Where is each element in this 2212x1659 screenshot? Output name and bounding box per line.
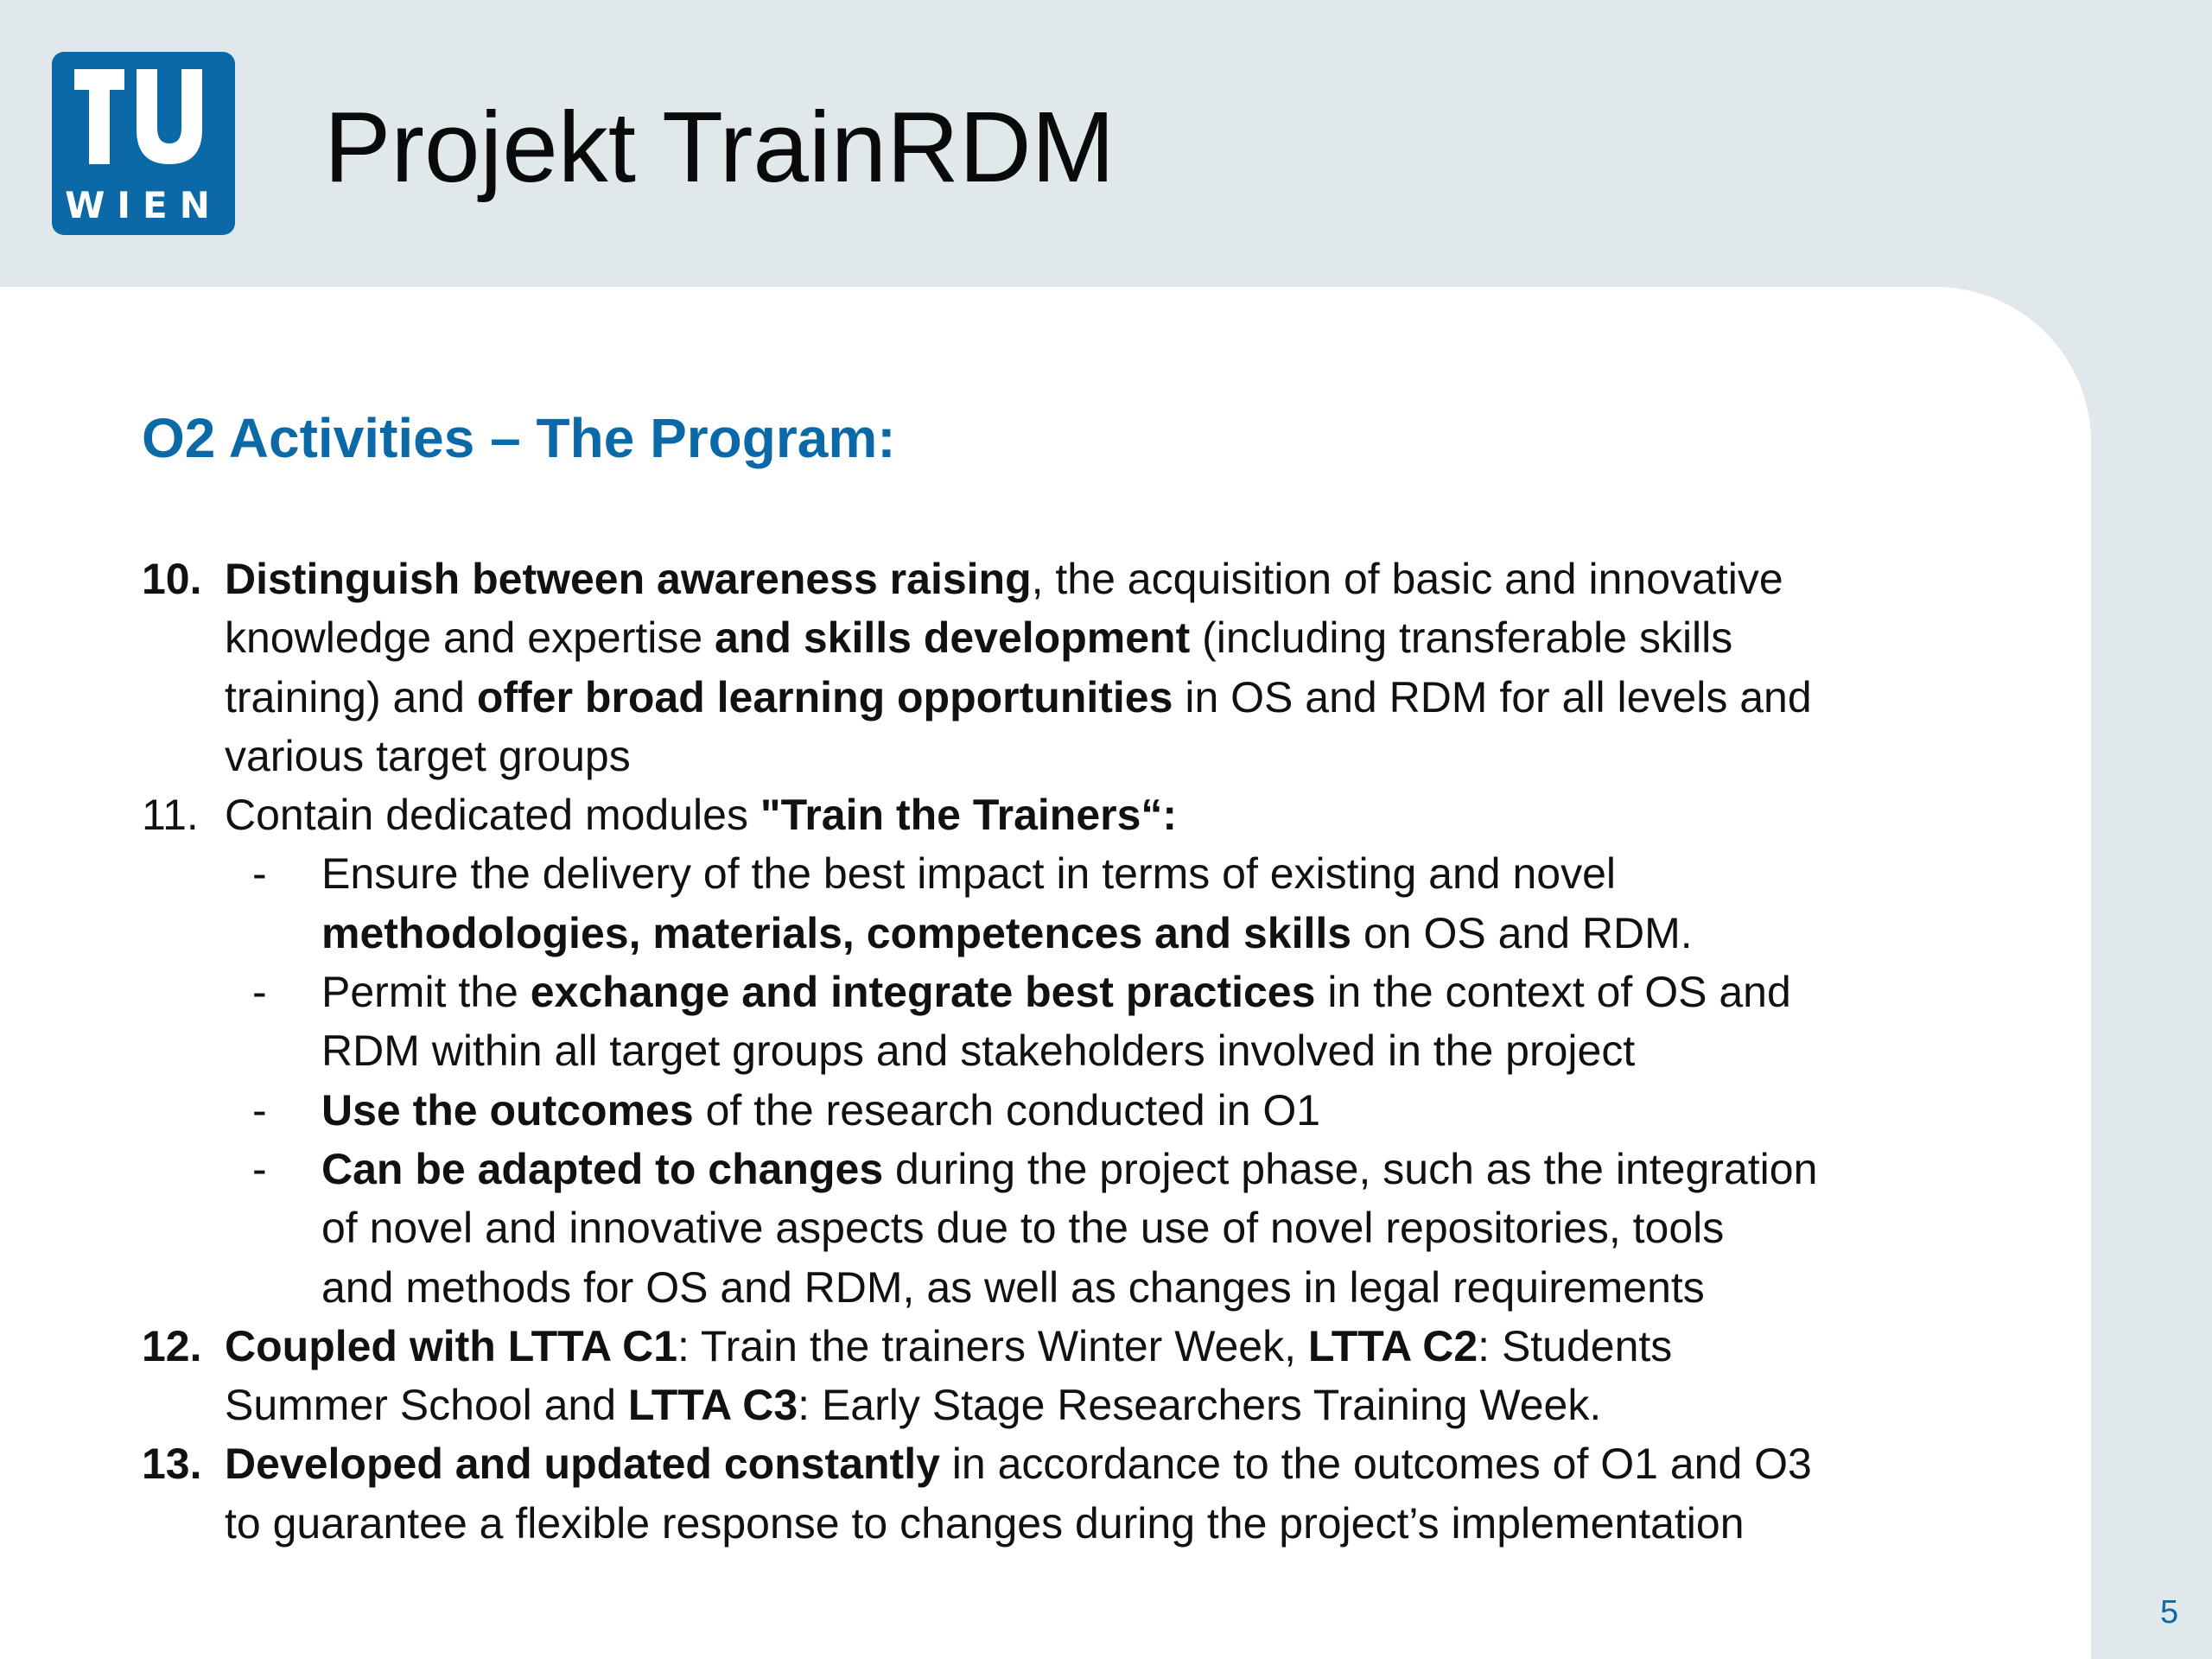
logo-text-wien: WIEN — [65, 184, 222, 226]
bold-text: Distinguish between awareness raising — [225, 555, 1032, 603]
text: , the acquisition of basic and innovative — [1031, 555, 1783, 603]
text: and methods for OS and RDM, as well as changes in legal requirements — [321, 1262, 1705, 1312]
text: during the project phase, such as the integration — [883, 1144, 1818, 1193]
text: knowledge and expertise — [225, 613, 715, 663]
text: on OS and RDM. — [1351, 908, 1693, 957]
item-line — [225, 1317, 2077, 1376]
text: in the context of OS and — [1315, 968, 1791, 1017]
bold-text: and skills development — [715, 613, 1191, 663]
sub-item-permit — [142, 963, 2077, 1081]
program-list — [142, 550, 2077, 1553]
text: RDM within all target groups and stakeholders involved in the project — [321, 1027, 1636, 1076]
text: training) and — [225, 672, 477, 721]
dash-bullet: - — [252, 1144, 267, 1193]
item-line — [225, 1434, 2077, 1493]
item-line — [321, 1140, 2077, 1198]
tu-wien-logo-mark — [52, 52, 235, 235]
text: Permit the — [321, 968, 531, 1017]
text: : Students — [1478, 1321, 1673, 1370]
tu-wien-logo — [52, 52, 235, 235]
text: Summer School and — [225, 1381, 628, 1430]
item-line — [225, 727, 2077, 785]
item-line — [225, 668, 2077, 727]
text: (including transferable skills — [1190, 613, 1733, 663]
item-line — [225, 550, 2077, 608]
item-line — [321, 1081, 2077, 1140]
sub-item-use-outcomes — [142, 1081, 2077, 1140]
slide-title: Projekt TrainRDM — [324, 91, 1116, 203]
item-line — [321, 1258, 2077, 1317]
item-line — [225, 608, 2077, 667]
bold-text: Use the outcomes — [321, 1085, 694, 1135]
item-line — [225, 785, 2077, 844]
bold-text: Developed and updated constantly — [225, 1440, 940, 1489]
list-item-10 — [142, 550, 2077, 785]
list-item-13 — [142, 1434, 2077, 1553]
item-number: 12. — [142, 1321, 202, 1370]
text: Ensure the delivery of the best impact in terms of existing and novel — [321, 849, 1616, 899]
item-number: 10. — [142, 555, 202, 603]
dash-bullet: - — [252, 849, 267, 899]
item-line — [321, 1021, 2077, 1080]
section-heading: O2 Activities – The Program: — [142, 407, 896, 469]
sub-item-ensure — [142, 844, 2077, 963]
list-item-12 — [142, 1317, 2077, 1435]
dash-bullet: - — [252, 1085, 267, 1135]
text: of novel and innovative aspects due to the use of novel repositories, tools — [321, 1204, 1725, 1253]
bold-text: exchange and integrate best practices — [530, 968, 1316, 1017]
item-line — [321, 904, 2077, 963]
page-number: 5 — [2160, 1594, 2179, 1630]
dash-bullet: - — [252, 968, 267, 1017]
text: in accordance to the outcomes of O1 and O3 — [939, 1440, 1812, 1489]
item-line — [225, 1376, 2077, 1434]
list-item-11 — [142, 785, 2077, 844]
text: Contain dedicated modules — [225, 791, 760, 840]
text: : Early Stage Researchers Training Week. — [798, 1381, 1602, 1430]
item-number: 13. — [142, 1440, 202, 1489]
bold-text: offer broad learning opportunities — [476, 672, 1173, 721]
bold-text: Coupled with LTTA C1 — [225, 1321, 677, 1370]
item-line — [225, 1494, 2077, 1553]
sub-item-adapted — [142, 1140, 2077, 1317]
bold-text: LTTA C2 — [1307, 1321, 1478, 1370]
text: of the research conducted in O1 — [693, 1085, 1321, 1135]
bold-text: methodologies, materials, competences and skills — [321, 908, 1352, 957]
text: : Train the trainers Winter Week, — [677, 1321, 1308, 1370]
bold-text: "Train the Trainers“: — [760, 791, 1178, 840]
bold-text: Can be adapted to changes — [321, 1144, 884, 1193]
item-line — [321, 844, 2077, 903]
text: in OS and RDM for all levels and — [1173, 672, 1812, 721]
item-line — [321, 1198, 2077, 1257]
text: various target groups — [225, 731, 631, 780]
item-line — [321, 963, 2077, 1021]
bold-text: LTTA C3 — [627, 1381, 798, 1430]
text: to guarantee a flexible response to changes during the project’s implementation — [225, 1498, 1745, 1548]
item-number: 11. — [142, 791, 199, 840]
